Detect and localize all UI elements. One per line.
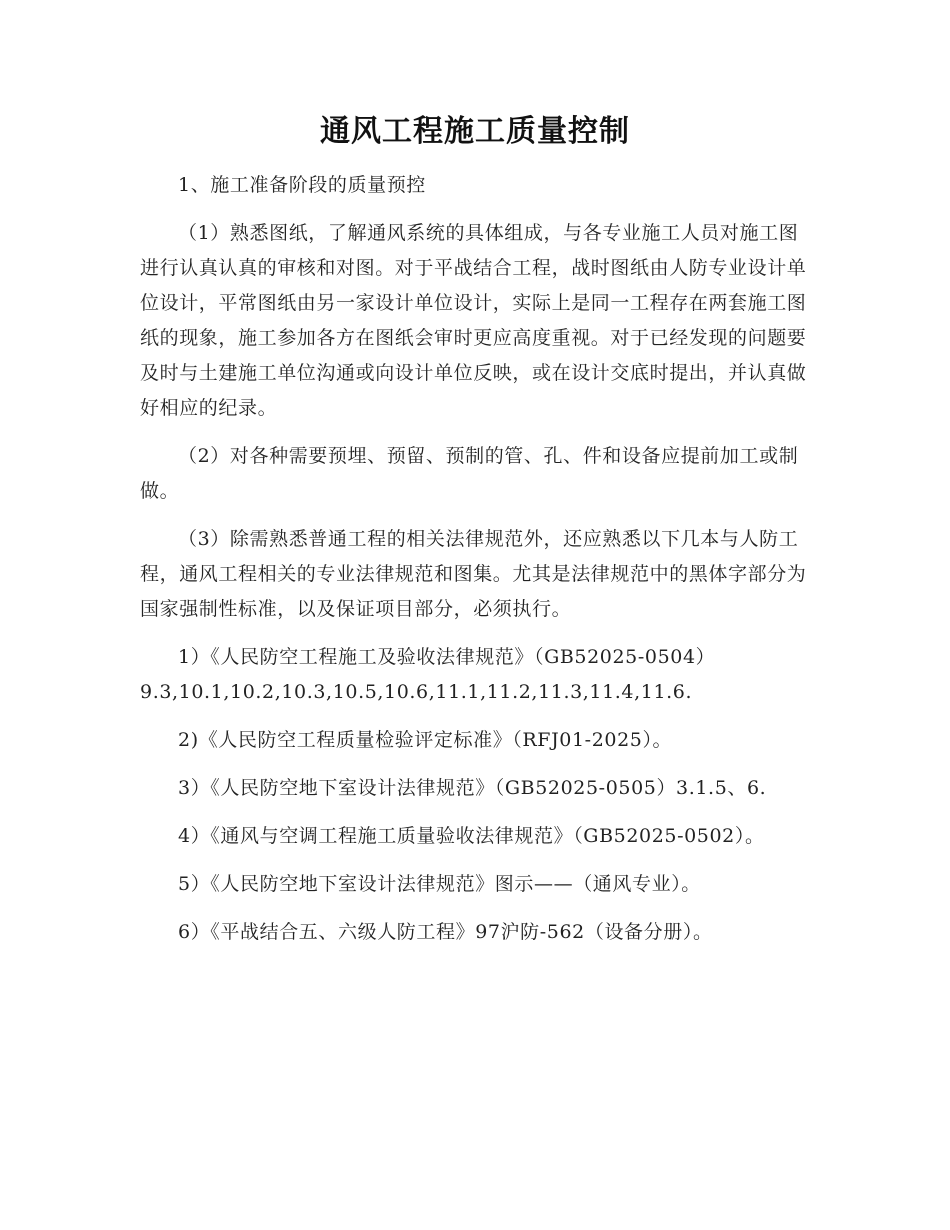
paragraph-2: （2）对各种需要预埋、预留、预制的管、孔、件和设备应提前加工或制做。 bbox=[140, 445, 799, 502]
reference-item-1: 1）《人民防空工程施工及验收法律规范》（GB52025-0504）9.3,10.1,10.2,10.3,10.5,10.6,11.1,11.2,11.3,11.4,11.6. bbox=[140, 646, 716, 703]
document-body bbox=[140, 168, 808, 950]
document-title: 通风工程施工质量控制 bbox=[320, 114, 630, 149]
reference-item-5: 5）《人民防空地下室设计法律规范》图示——（通风专业）。 bbox=[178, 873, 701, 895]
reference-item-3: 3）《人民防空地下室设计法律规范》（GB52025-0505）3.1.5、6. bbox=[178, 777, 767, 799]
paragraph-3: （3）除需熟悉普通工程的相关法律规范外，还应熟悉以下几本与人防工程，通风工程相关的专业法律规范和图集。尤其是法律规范中的黑体字部分为国家强制性标准，以及保证项目部分，必须执行。 bbox=[140, 528, 807, 620]
reference-item-6: 6）《平战结合五、六级人防工程》97沪防-562（设备分册）。 bbox=[178, 921, 713, 943]
reference-item-4: 4）《通风与空调工程施工质量验收法律规范》（GB52025-0502）。 bbox=[178, 825, 765, 847]
paragraph-1: （1）熟悉图纸，了解通风系统的具体组成，与各专业施工人员对施工图进行认真认真的审核和对图。对于平战结合工程，战时图纸由人防专业设计单位设计，平常图纸由另一家设计单位设计，实际上是同一工程存在两套施工图纸的现象，施工参加各方在图纸会审时更应高度重视。对于已经发现的问题要及时与土建施工单位沟通或向设计单位反映，或在设计交底时提出，并认真做好相应的纪录。 bbox=[140, 222, 807, 419]
reference-item-2: 2)《人民防空工程质量检验评定标准》（RFJ01-2025）。 bbox=[178, 729, 673, 751]
section-heading: 1、施工准备阶段的质量预控 bbox=[178, 174, 426, 196]
